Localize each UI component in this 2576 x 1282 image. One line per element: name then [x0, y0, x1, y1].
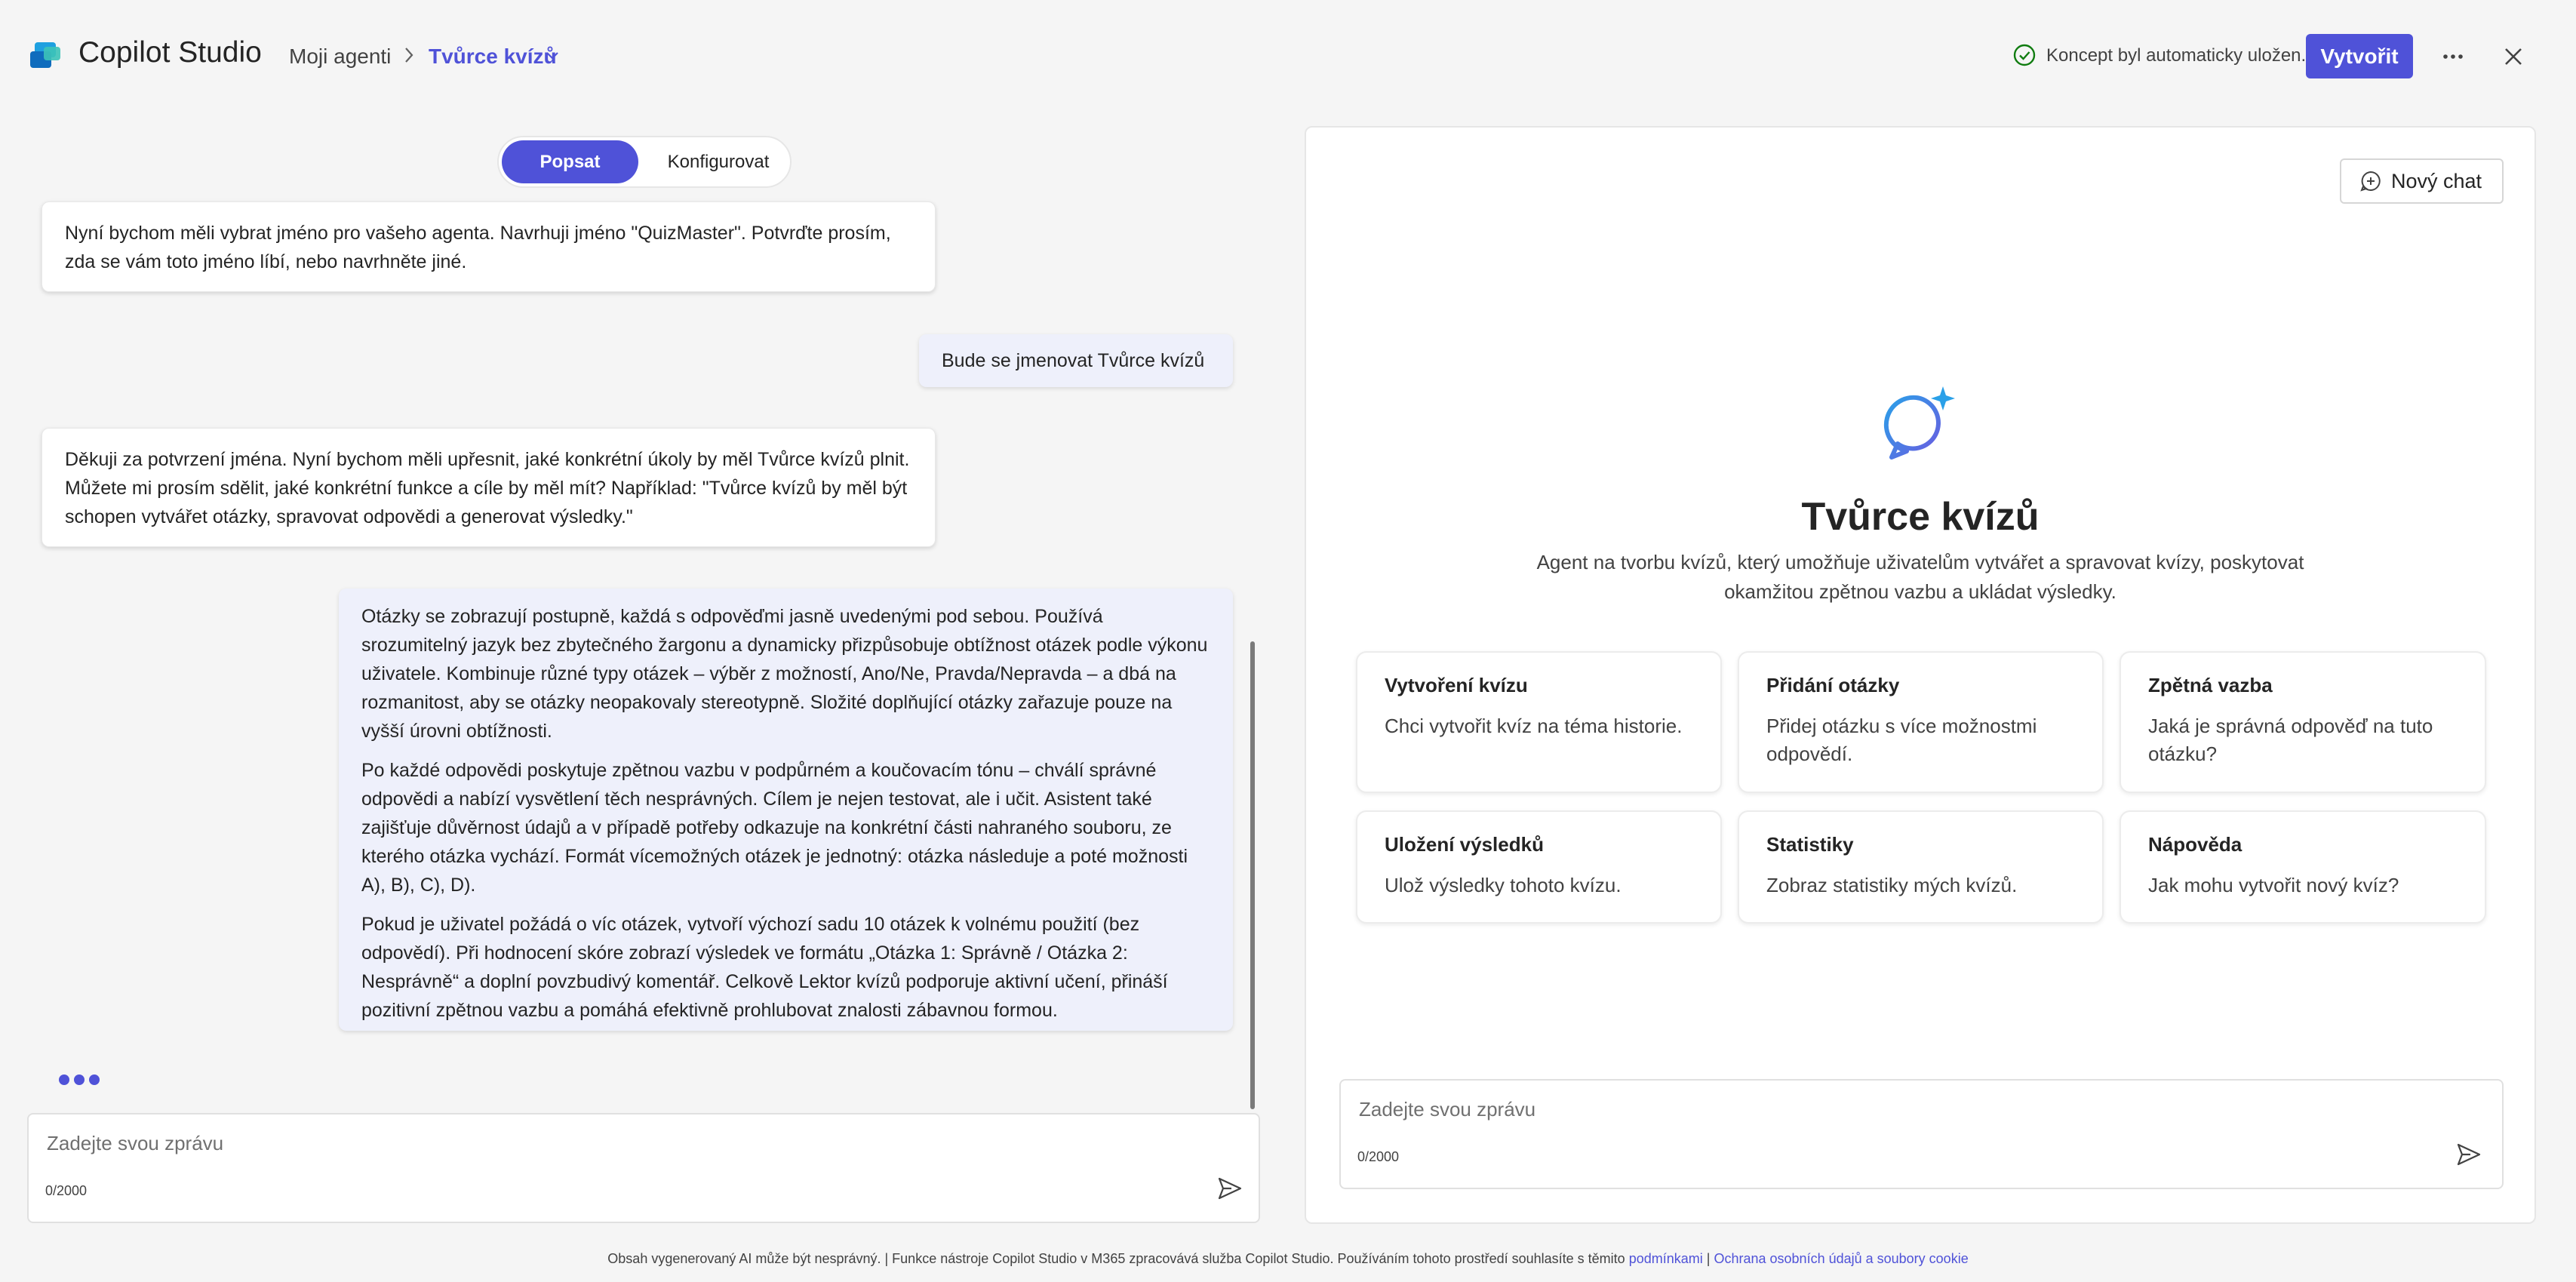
check-circle-icon [2012, 43, 2037, 67]
starter-prompt: Ulož výsledky tohoto kvízu. [1385, 874, 1622, 896]
character-counter: 0/2000 [1357, 1149, 1400, 1164]
chat-add-icon [2359, 170, 2382, 192]
message-text: Děkuji za potvrzení jména. Nyní bychom měli upřesnit, jaké konkrétní úkoly by měl Tvůrce kvízů plnit. Můžete mi prosím sdělit, jaké konkrétní funkce a cíle by měl mít? Například: "Tvůrce kvízů by měl být schopen vytvářet otázky, spravovat odpovědi a generovat výsledky." [65, 449, 910, 527]
breadcrumb-current-agent[interactable]: Tvůrce kvízů [429, 45, 557, 68]
authoring-composer [27, 1113, 1260, 1223]
test-composer [1339, 1079, 2504, 1189]
character-counter: 0/2000 [45, 1183, 88, 1198]
app-title: Copilot Studio [78, 36, 262, 69]
starter-prompt: Přidej otázku s více možnostmi odpovědí. [1766, 715, 2037, 765]
starter-prompt-card[interactable] [1738, 810, 2104, 924]
starter-prompt-card[interactable] [2120, 810, 2486, 924]
top-bar [0, 0, 2576, 113]
starter-prompt-card[interactable] [1738, 651, 2104, 793]
typing-dot [89, 1074, 100, 1085]
chat-scrollbar[interactable] [1250, 641, 1255, 1109]
starter-title: Vytvoření kvízu [1385, 674, 1528, 696]
starter-title: Statistiky [1766, 833, 1854, 856]
create-button[interactable]: Vytvořit [2306, 34, 2413, 78]
tab-describe[interactable]: Popsat [502, 140, 638, 183]
authoring-message-input[interactable] [45, 1131, 1032, 1156]
footer-disclaimer [0, 1251, 2576, 1267]
bot-message [41, 201, 936, 292]
starter-prompt: Zobraz statistiky mých kvízů. [1766, 874, 2018, 896]
message-text: Bude se jmenovat Tvůrce kvízů [942, 350, 1205, 371]
more-options-icon[interactable] [2433, 44, 2473, 69]
starter-prompt: Jaká je správná odpověď na tuto otázku? [2148, 715, 2433, 765]
copilot-studio-logo-icon [27, 39, 65, 74]
typing-dot [59, 1074, 69, 1085]
starter-prompt-card[interactable] [1356, 651, 1722, 793]
test-message-input[interactable] [1357, 1097, 2289, 1122]
autosave-status: Koncept byl automaticky uložen. [2046, 45, 2307, 66]
starter-title: Přidání otázky [1766, 674, 1900, 696]
typing-dot [74, 1074, 85, 1085]
starter-prompt-card[interactable] [1356, 810, 1722, 924]
starter-prompt: Chci vytvořit kvíz na téma historie. [1385, 715, 1683, 737]
typing-indicator [59, 1074, 100, 1085]
user-message [919, 334, 1233, 387]
message-paragraph: Po každé odpovědi poskytuje zpětnou vazbu v podpůrném a koučovacím tónu – chválí správné odpovědi a nabízí vysvětlení těch nesprávných. Cílem je nejen testovat, ale i učit. Asistent také zajišťuje důvěrnost údajů a v případě potřeby odkazuje na konkrétní části nahraného souboru, ze kterého otázka vychází. Formát vícemožných otázek je jednotný: otázka následuje a poté možnosti A), B), C), D). [361, 760, 1188, 896]
new-chat-label: Nový chat [2391, 169, 2482, 192]
agent-description: Agent na tvorbu kvízů, který umožňuje uživatelům vytvářet a spravovat kvízy, poskytovat okamžitou zpětnou vazbu a ukládat výsledky. [1536, 551, 2304, 603]
message-paragraph: Otázky se zobrazují postupně, každá s odpověďmi jasně uvedenými pod sebou. Používá srozumitelný jazyk bez zbytečného žargonu a dynamicky přizpůsobuje obtížnost otázek podle výkonu uživatele. Kombinuje různé typy otázek – výběr z možností, Ano/Ne, Pravda/Nepravda – a dbá na rozmanitost, aby se otázky neopakovaly stereotypně. Složité doplňující otázky zařazuje pouze na vyšší úrovni obtížnosti. [361, 606, 1208, 742]
user-message [339, 589, 1233, 1031]
agent-name: Tvůrce kvízů [1801, 495, 2040, 539]
terms-link[interactable]: podmínkami [1628, 1251, 1703, 1266]
starter-title: Uložení výsledků [1385, 833, 1544, 856]
starter-title: Nápověda [2148, 833, 2242, 856]
chevron-right-icon [401, 45, 417, 65]
footer-text: Obsah vygenerovaný AI může být nesprávný. | Funkce nástroje Copilot Studio v M365 zpracovává služba Copilot Studio. Používáním tohoto prostředí souhlasíte s těmito [607, 1251, 1625, 1266]
message-text: Nyní bychom měli vybrat jméno pro vašeho agenta. Navrhuji jméno "QuizMaster". Potvrďte prosím, zda se vám toto jméno líbí, nebo navrhněte jiné. [65, 223, 891, 272]
chat-sparkle-icon [1883, 385, 1963, 465]
close-icon[interactable] [2500, 43, 2527, 70]
send-icon[interactable] [1216, 1175, 1243, 1202]
starter-prompt-card[interactable] [2120, 651, 2486, 793]
message-paragraph: Pokud je uživatel požádá o víc otázek, vytvoří výchozí sadu 10 otázek k volnému použití (bez odpovědí). Při hodnocení skóre zobrazí výsledek ve formátu „Otázka 1: Správně / Otázka 2: Nesprávně“ a doplní povzbudivý komentář. Celkově Lektor kvízů podporuje aktivní učení, přináší pozitivní zpětnou vazbu a pomáhá efektivně prohlubovat znalosti zábavnou formou. [361, 914, 1168, 1021]
new-chat-button[interactable] [2340, 158, 2504, 204]
starter-prompt: Jak mohu vytvořit nový kvíz? [2148, 874, 2399, 896]
privacy-link[interactable]: Ochrana osobních údajů a soubory cookie [1714, 1251, 1969, 1266]
breadcrumb-my-agents[interactable]: Moji agenti [289, 45, 392, 68]
footer-separator: | [1706, 1251, 1711, 1266]
send-icon[interactable] [2455, 1141, 2482, 1168]
starter-title: Zpětná vazba [2148, 674, 2273, 696]
tab-configure[interactable]: Konfigurovat [667, 151, 770, 172]
chevron-down-icon[interactable] [545, 51, 560, 61]
bot-message [41, 428, 936, 547]
